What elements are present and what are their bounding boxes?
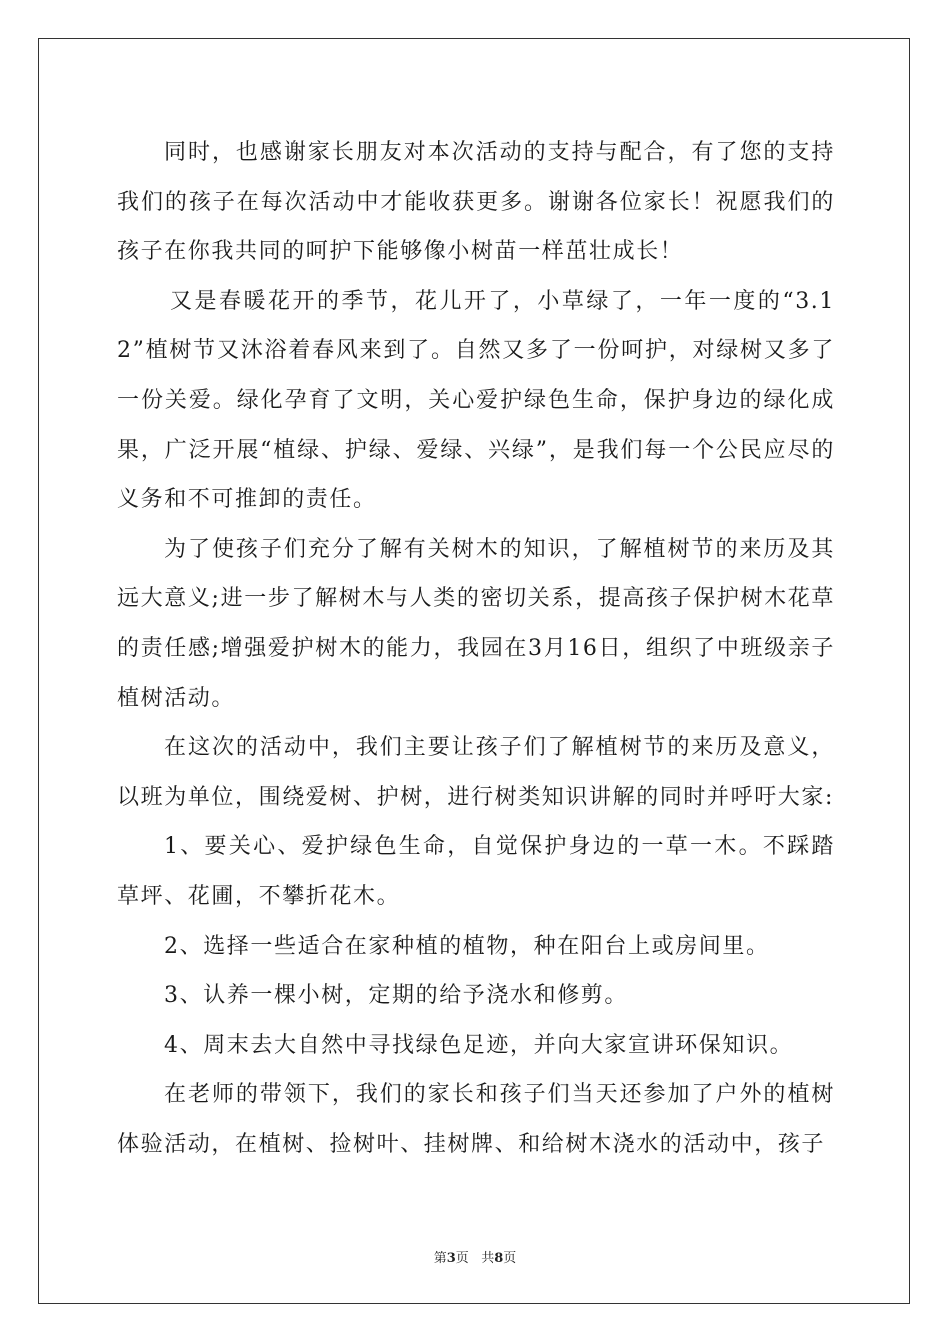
list-item-4: 4、周末去大自然中寻找绿色足迹，并向大家宣讲环保知识。: [164, 1032, 794, 1058]
footer-total-suffix: 页: [503, 1251, 517, 1266]
paragraph-thanks-parents: 同时，也感谢家长朋友对本次活动的支持与配合，有了您的支持我们的孩子在每次活动中才能收获更多。谢谢各位家长！祝愿我们的孩子在你我共同的呵护下能够像小树苗一样茁壮成长！: [117, 140, 835, 265]
list-item-3: 3、认养一棵小树，定期的给予浇水和修剪。: [164, 983, 628, 1009]
footer-page-suffix: 页: [455, 1251, 469, 1266]
page-footer: [0, 1247, 950, 1266]
paragraph-arbor-day-intro: 又是春暖花开的季节，花儿开了，小草绿了，一年一度的“3.12”植树节又沐浴着春风来到了。自然又多了一份呵护，对绿树又多了一份关爱。绿化孕育了文明，关心爱护绿色生命，保护身边的绿化成果，广泛开展“植绿、护绿、爱绿、兴绿”，是我们每一个公民应尽的义务和不可推卸的责任。: [117, 288, 835, 513]
paragraph-activity-purpose: 为了使孩子们充分了解有关树木的知识，了解植树节的来历及其远大意义;进一步了解树木与人类的密切关系，提高孩子保护树木花草的责任感;增强爱护树木的能力，我园在3月16日，组织了中班级亲子植树活动。: [117, 536, 835, 711]
list-item-1: 1、要关心、爱护绿色生命，自觉保护身边的一草一木。不踩踏草坪、花圃，不攀折花木。: [117, 834, 835, 909]
paragraph-planting-experience: 在老师的带领下，我们的家长和孩子们当天还参加了户外的植树体验活动，在植树、捡树叶、挂树牌、和给树木浇水的活动中，孩子: [117, 1082, 835, 1157]
list-item-2: 2、选择一些适合在家种植的植物，种在阳台上或房间里。: [164, 933, 770, 959]
footer-total-pages: 8: [494, 1251, 504, 1266]
footer-total-prefix: 共: [481, 1251, 495, 1266]
footer-page-prefix: 第: [433, 1251, 447, 1266]
paragraph-activity-content: 在这次的活动中，我们主要让孩子们了解植树节的来历及意义，以班为单位，围绕爱树、护树，进行树类知识讲解的同时并呼吁大家:: [117, 735, 835, 810]
document-body: [117, 128, 835, 1169]
footer-page-number: 3: [446, 1251, 456, 1266]
